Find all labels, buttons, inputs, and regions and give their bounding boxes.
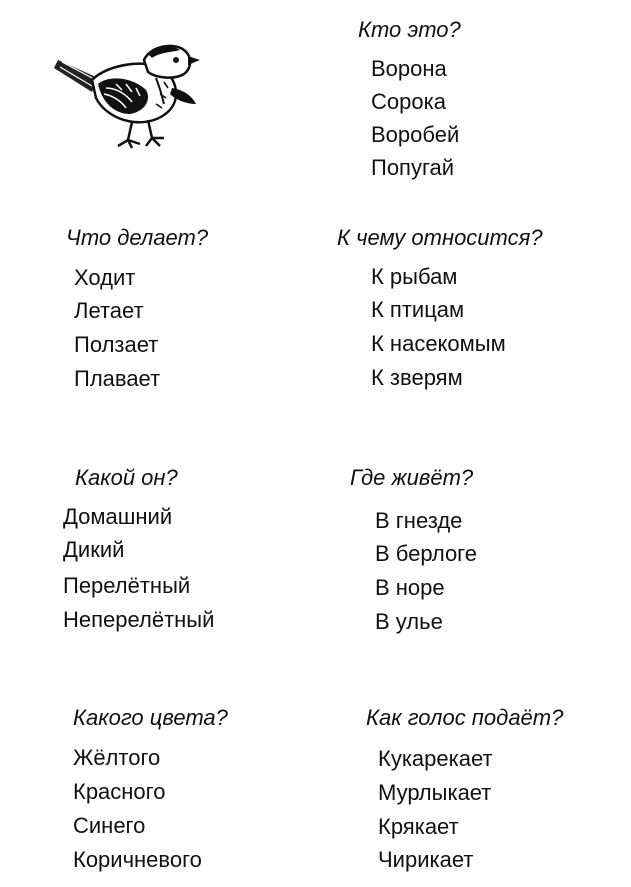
option-color-2: Красного xyxy=(73,779,166,804)
option-relates-1: К рыбам xyxy=(371,264,458,289)
option-who-1: Ворона xyxy=(371,56,447,81)
option-relates-3: К насекомым xyxy=(371,331,506,356)
option-relates-2: К птицам xyxy=(371,297,465,322)
option-color-4: Коричневого xyxy=(73,847,202,872)
option-relates-4: К зверям xyxy=(371,365,463,390)
section-who xyxy=(358,17,461,43)
option-lives-3: В норе xyxy=(375,575,445,600)
question-color: Какого цвета? xyxy=(73,705,228,730)
option-kind-2: Дикий xyxy=(63,537,125,562)
section-kind xyxy=(75,465,178,491)
option-voice-2: Мурлыкает xyxy=(378,780,492,805)
question-who: Кто это? xyxy=(358,17,461,42)
option-lives-2: В берлоге xyxy=(375,541,477,566)
option-voice-3: Крякает xyxy=(378,814,459,839)
question-lives: Где живёт? xyxy=(350,465,474,490)
option-lives-1: В гнезде xyxy=(375,508,463,533)
section-does xyxy=(66,225,208,251)
option-color-3: Синего xyxy=(73,813,146,838)
option-who-4: Попугай xyxy=(371,155,455,180)
question-relates: К чему относится? xyxy=(337,225,543,250)
question-kind: Какой он? xyxy=(75,465,178,490)
question-does: Что делает? xyxy=(66,225,209,250)
section-voice xyxy=(366,705,563,731)
option-kind-1: Домашний xyxy=(63,504,173,529)
option-does-1: Ходит xyxy=(74,265,136,290)
option-does-2: Летает xyxy=(74,298,144,323)
option-color-1: Жёлтого xyxy=(73,745,161,770)
option-who-3: Воробей xyxy=(371,122,460,147)
sparrow-icon xyxy=(52,38,212,158)
option-voice-4: Чирикает xyxy=(378,847,474,872)
section-lives xyxy=(350,465,473,491)
option-kind-4: Неперелётный xyxy=(63,607,215,632)
option-who-2: Сорока xyxy=(371,89,446,114)
section-relates xyxy=(337,225,543,251)
option-does-4: Плавает xyxy=(74,366,161,391)
option-does-3: Ползает xyxy=(74,332,159,357)
option-lives-4: В улье xyxy=(375,609,443,634)
section-color xyxy=(73,705,228,731)
option-kind-3: Перелётный xyxy=(63,573,191,598)
option-voice-1: Кукарекает xyxy=(378,746,493,771)
question-voice: Как голос подаёт? xyxy=(366,705,564,730)
